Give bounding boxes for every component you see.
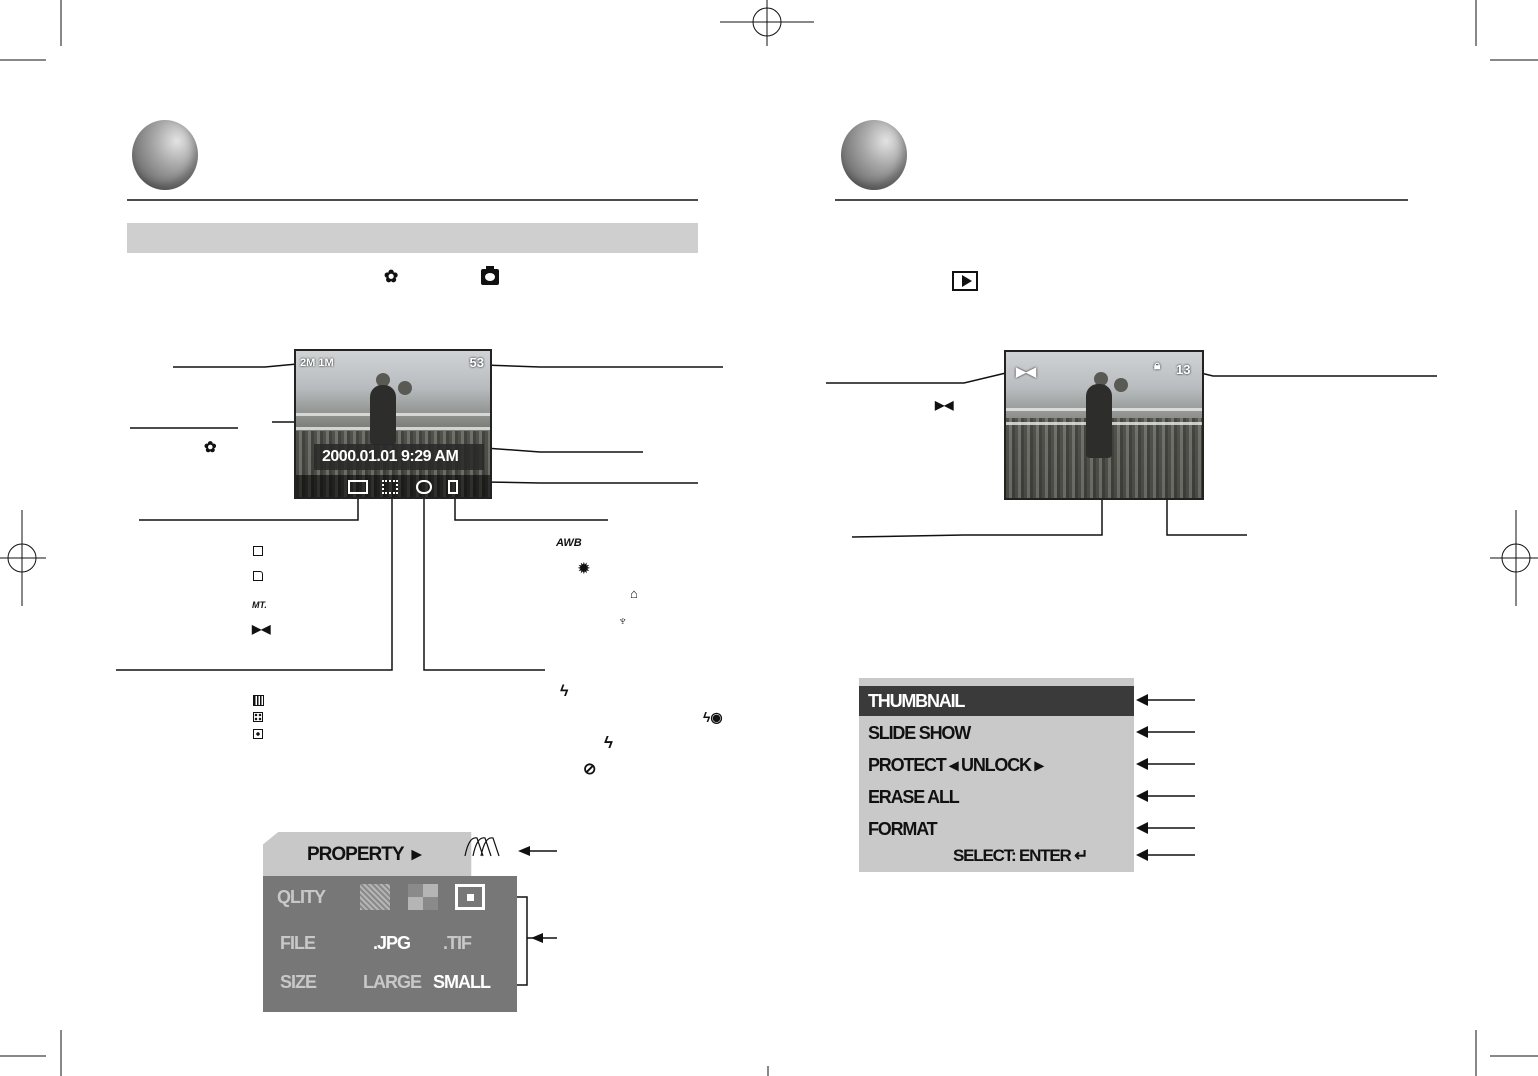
single-icon (253, 546, 263, 556)
quality-normal-option[interactable] (408, 884, 438, 910)
flash-off-icon: ⊘ (583, 761, 597, 778)
white-balance-osd-icon (448, 480, 458, 494)
quality-osd-icon (382, 480, 398, 494)
auto-flash-icon: ϟ (560, 683, 569, 700)
file-jpg-option[interactable]: .JPG (373, 933, 411, 953)
playback-type-icon: ▶◀ (1016, 364, 1036, 379)
quality-basic-option[interactable] (455, 884, 485, 910)
fine-icon (253, 695, 264, 706)
self-timer-icon: MT. (252, 600, 267, 610)
play-mode-icon (952, 271, 978, 291)
menu-item-erase-all[interactable]: ERASE ALL (868, 787, 959, 807)
frame-counter: 13 (1176, 362, 1191, 377)
osd-icon-row (296, 475, 490, 497)
camera-icon (481, 269, 499, 285)
tab-stack-icon (463, 832, 517, 876)
size-small-option[interactable]: SMALL (433, 972, 490, 992)
size-large-option[interactable]: LARGE (363, 972, 421, 992)
menu-item-slide-show[interactable]: SLIDE SHOW (868, 723, 971, 743)
flash-osd-icon (416, 480, 432, 494)
resolution-indicator: 2M 1M (300, 357, 334, 369)
video-legend-icon: ▶◀ (935, 398, 954, 412)
file-tif-option[interactable]: .TIF (443, 933, 471, 953)
datetime-display: 2000.01.01 9:29 AM (314, 444, 484, 470)
video-icon: ▶◀ (252, 622, 271, 636)
property-title: PROPERTY ▸ (307, 844, 421, 865)
fluorescent-icon: ⌂ (630, 586, 638, 601)
shooting-mode-osd-icon (348, 480, 368, 494)
menu-footer-hint: SELECT: ENTER ↵ (953, 846, 1088, 865)
basic-icon (253, 729, 263, 739)
continuous-icon (253, 571, 263, 581)
menu-item-format[interactable]: FORMAT (868, 819, 937, 839)
menu-item-thumbnail[interactable]: THUMBNAIL (859, 686, 1134, 716)
menu-item-protect[interactable]: PROTECT ◂ UNLOCK ▸ (868, 755, 1043, 775)
playback-lcd-screen (1004, 350, 1204, 500)
size-label: SIZE (280, 972, 317, 992)
red-eye-icon: ϟ◉ (703, 709, 723, 725)
macro-icon: ✿ (384, 267, 399, 286)
shots-remaining: 53 (469, 355, 484, 370)
playback-menu (859, 678, 1134, 872)
chapter-badge-left (132, 120, 198, 190)
property-menu (263, 832, 517, 1012)
section-bar (127, 223, 698, 253)
lock-icon: 🔒︎ (1154, 358, 1161, 372)
capture-lcd-screen (294, 349, 492, 499)
tungsten-icon: ♆ (618, 613, 628, 628)
fill-flash-icon: ϟ (604, 733, 613, 752)
quality-fine-option[interactable] (360, 884, 390, 910)
macro-legend-icon: ✿ (204, 439, 217, 456)
file-label: FILE (280, 933, 315, 953)
quality-label: QLITY (277, 887, 325, 907)
awb-icon: AWB (556, 537, 582, 549)
normal-icon (253, 712, 263, 722)
daylight-icon: ✹ (578, 560, 590, 576)
chapter-badge-right (841, 120, 907, 190)
